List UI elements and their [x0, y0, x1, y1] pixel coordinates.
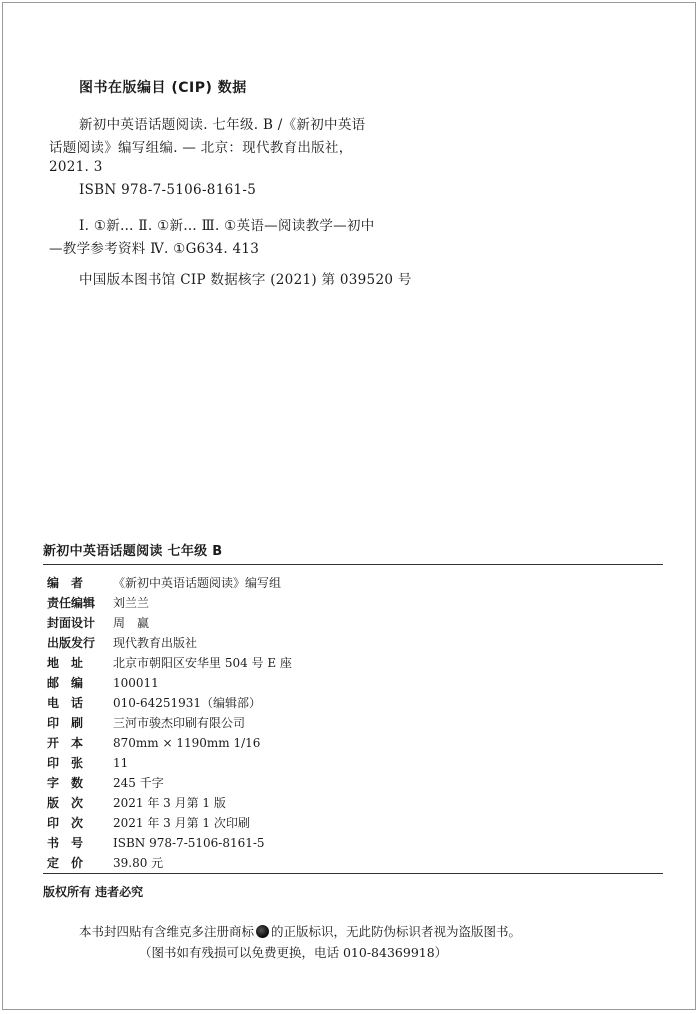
info-row-edition [47, 794, 226, 811]
cip-line: 话题阅读》编写组编. — 北京：现代教育出版社， [49, 140, 353, 156]
info-value: 三河市骏杰印刷有限公司 [113, 716, 246, 730]
info-value: 2021 年 3 月第 1 次印刷 [113, 816, 250, 830]
info-label: 邮 编 [47, 676, 84, 690]
info-label: 开 本 [47, 736, 84, 750]
info-value: 010-64251931（编辑部） [113, 696, 262, 710]
info-row-phone [47, 694, 261, 711]
info-value: 2021 年 3 月第 1 版 [113, 796, 226, 810]
book-title: 新初中英语话题阅读 七年级 B [43, 544, 223, 559]
info-row-publisher [47, 634, 197, 651]
info-row-responsible-editor [47, 594, 149, 611]
info-row-postcode [47, 674, 159, 691]
info-value: 北京市朝阳区安华里 504 号 E 座 [113, 656, 292, 670]
info-row-price [47, 854, 163, 871]
info-label: 电 话 [47, 696, 84, 710]
info-label: 出版发行 [47, 636, 96, 650]
cip-isbn-line: ISBN 978-7-5106-8161-5 [79, 182, 257, 198]
info-label: 封面设计 [47, 616, 96, 630]
info-value: ISBN 978-7-5106-8161-5 [113, 836, 265, 850]
info-row-word-count [47, 774, 164, 791]
bottom-divider [43, 873, 663, 874]
cip-line: 新初中英语话题阅读. 七年级. B /《新初中英语 [79, 117, 366, 133]
replacement-notice: （图书如有残损可以免费更换，电话 010-84369918） [139, 945, 448, 960]
cip-header: 图书在版编目 (CIP) 数据 [79, 80, 247, 96]
info-row-isbn [47, 834, 265, 851]
rights-statement: 版权所有 违者必究 [43, 885, 144, 899]
info-label: 书 号 [47, 836, 84, 850]
info-row-address [47, 654, 292, 671]
cip-line: 2021. 3 [49, 159, 103, 175]
info-label: 编 者 [47, 576, 84, 590]
info-label: 印 张 [47, 756, 84, 770]
info-row-printing [47, 814, 250, 831]
info-value: 245 千字 [113, 776, 164, 790]
info-label: 定 价 [47, 856, 84, 870]
info-value: 《新初中英语话题阅读》编写组 [113, 576, 282, 590]
info-row-cover-design [47, 614, 149, 631]
info-value: 100011 [113, 676, 159, 690]
info-label: 责任编辑 [47, 596, 96, 610]
info-row-sheets [47, 754, 128, 771]
info-row-editor [47, 574, 281, 591]
info-label: 版 次 [47, 796, 84, 810]
cip-record-number: 中国版本图书馆 CIP 数据核字 (2021) 第 039520 号 [79, 272, 412, 288]
cip-classification-line: —教学参考资料 Ⅳ. ①G634. 413 [49, 241, 260, 257]
notice-text: 的正版标识，无此防伪标识者视为盗版图书。 [271, 924, 522, 939]
info-value: 现代教育出版社 [113, 636, 198, 650]
info-value: 刘兰兰 [113, 596, 150, 610]
info-value: 39.80 元 [113, 856, 164, 870]
info-label: 印 次 [47, 816, 84, 830]
info-label: 字 数 [47, 776, 84, 790]
copyright-page [2, 2, 696, 1010]
notice-text: 本书封四贴有含维克多注册商标 [79, 924, 255, 939]
info-value: 11 [113, 756, 129, 770]
trademark-logo-icon [256, 925, 269, 938]
info-label: 地 址 [47, 656, 84, 670]
info-label: 印 刷 [47, 716, 84, 730]
info-value: 870mm × 1190mm 1/16 [113, 736, 261, 750]
anti-counterfeit-notice [79, 922, 521, 940]
info-value: 周 赢 [113, 616, 150, 630]
cip-classification-line: Ⅰ. ①新… Ⅱ. ①新… Ⅲ. ①英语—阅读教学—初中 [79, 218, 375, 234]
info-row-printer [47, 714, 245, 731]
top-divider [43, 564, 663, 565]
info-row-format [47, 734, 260, 751]
